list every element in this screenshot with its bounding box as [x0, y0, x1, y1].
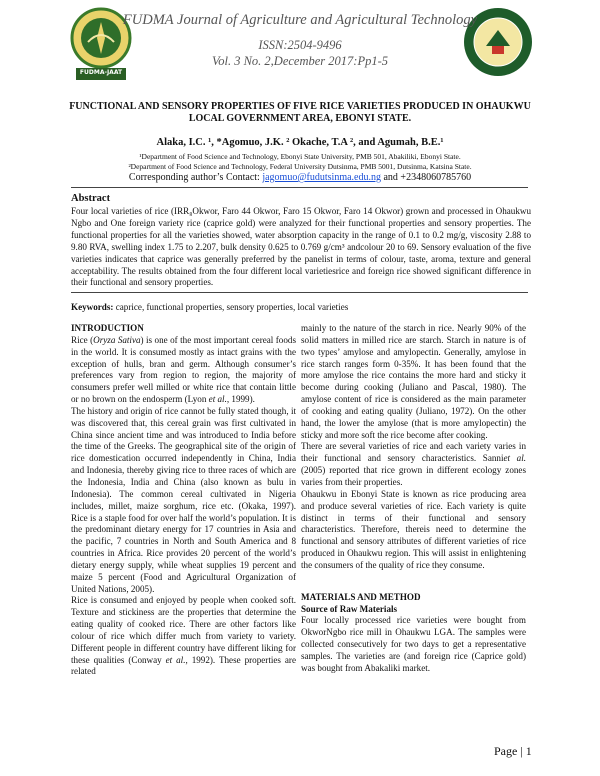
- left-column: [71, 323, 296, 678]
- right-column: [301, 323, 526, 675]
- right-paragraph-2: There are several varieties of rice and each variety varies in their functional and sensory characteristics. Sanniet al. (2005) reported that rice grown in different ecology zones varies from their properties.: [301, 441, 527, 487]
- right-paragraph-3: Ohaukwu in Ebonyi State is known as rice producing area and produce several varieties of rice. Each variety is quite distinct in terms of their functional and sensory characteristics. Therefore, thereis need to determine the functional and sensory attributes of different varieties of rice produced in Ohaukwu region. This will assist in enlightening the consumers of the quality of rice they consume.: [301, 488, 526, 570]
- right-paragraph-1: mainly to the nature of the starch in rice. Nearly 90% of the solid matters in milled rice are starch. Starch in nature is of two types’ amylose and amylopectin. Generally, amylose in rice starch ranges form 0-35%. It has been found that the more amylose the rice contains the more hard and sticky it become during cooking (Juliano and Pascal, 1980). The amylose content of rice is considered as the main parameter of cooking and eating quality (Juliano, 1972). On the other hand, the lower the amylose (that is more amylopectin) the sticky and more soft the rice become after cooking.: [301, 323, 526, 440]
- source-heading: Source of Raw Materials: [301, 603, 398, 614]
- title-line-2: LOCAL GOVERNMENT AREA, EBONYI STATE.: [188, 113, 412, 124]
- corresponding-author: [0, 172, 600, 183]
- abstract-heading: Abstract: [71, 193, 111, 204]
- methods-paragraph-1: Four locally processed rice varieties were bought from OkworNgbo rice mill in Ohaukwu LGA. The samples were collected consecutively for two days to get a representative samples. The varieties are (and foreign rice (Caprice gold) was bought from Abakaliki market.: [301, 615, 526, 673]
- keywords-text: caprice, functional properties, sensory properties, local varieties: [113, 302, 349, 312]
- affiliation-2: ²Department of Food Science and Technology, Federal University Dutsinma, PMB 5001, Dutsinma, Katsina State.: [128, 162, 472, 171]
- introduction-heading: INTRODUCTION: [71, 323, 144, 333]
- issn: ISSN:2504-9496: [258, 38, 342, 52]
- page-number-value: 1: [525, 744, 532, 758]
- authors: Alaka, I.C. ¹, *Agomuo, J.K. ² Okache, T.A ², and Agumah, B.E.¹: [156, 137, 444, 148]
- corr-prefix: Corresponding author’s Contact:: [128, 172, 263, 183]
- corr-email-link[interactable]: jagomuo@fudutsinma.edu.ng: [262, 172, 381, 183]
- page-label: Page: [494, 744, 518, 758]
- corr-suffix: and +2348060785760: [380, 172, 472, 183]
- journal-name: FUDMA Journal of Agriculture and Agricultural Technology: [122, 12, 478, 28]
- keywords: [71, 302, 348, 312]
- article-title: [60, 101, 540, 125]
- abstract-text: Four local varieties of rice (IRR₈Okwor, Faro 44 Okwor, Faro 15 Okwor, Faro 14 Okwor) grown and processed in Ohaukwu Ngbo and One foreign variety rice (caprice gold) were analyzed for their functional properties and sensory properties. The functional properties for all the varieties showed, water absorption capacity in the range of 0.1 to 0.2 mg/g, viscosity 2.88 to 9.80 RVA, swelling index 1.75 to 2.207, bulk density 0.625 to 0.769 g/cm³ andcolour 20 to 69. Sensory evaluation of the five varieties indicates that caprice was generally preferred by the panelist in terms of colour, taste, aroma, texture and general acceptability. The results obtained from the four different local varietiesrice and foreign rice showed significant difference in their functional and sensory properties.: [71, 206, 531, 288]
- abstract-bottom-rule: [71, 292, 528, 293]
- keywords-label: Keywords:: [71, 302, 114, 312]
- intro-paragraph-1: Rice (Oryza Sativa) is one of the most important cereal foods in the world. It is consumed mostly as intact grains with the exception of hulls, bran and germ. Although consumer’s preferences vary from region to region, the majority of consumers prefer well milled or white rice that contain little or no brown on the endosperm (Lyon et al., 1999).: [71, 334, 296, 405]
- volume-info: Vol. 3 No. 2,December 2017:Pp1-5: [211, 54, 388, 68]
- intro-paragraph-3: Rice is consumed and enjoyed by people when cooked soft. Texture and stickiness are the properties that determine the eating quality of cooked rice. There are other factors like colour of rice which differ much from variety to variety. Different people in different country have different liking for these qualities (Conway et al., 1992). These properties are related: [71, 595, 296, 677]
- affiliation-1: ¹Department of Food Science and Technology, Ebonyi State University, PMB 501, Abakiliki, Ebonyi State.: [139, 152, 461, 161]
- logo-caption: FUDMA-JAAT: [79, 69, 123, 76]
- page-number: Page | 1: [494, 744, 532, 758]
- title-line-1: FUNCTIONAL AND SENSORY PROPERTIES OF FIVE RICE VARIETIES PRODUCED IN OHAUKWU: [69, 101, 531, 112]
- abstract-top-rule: [71, 187, 528, 188]
- intro-paragraph-2: The history and origin of rice cannot be fully stated though, it was discovered that, this cereal grain was first cultivated in China since ancient time and was introduced to India before the time of the Greeks. The geographical site of the origin of rice domestication occurred independently in China, India and Indonesia, thereby giving rice to three races of which are the Indonesia, India and China (also known as bulu in Indonesia). The common cereal cultivated in Nigeria includes, millet, maize sorghum, rice etc. (Okaka, 1997). Rice is a staple food for over half the world’s population. It is the predominant dietary energy for 17 countries in Asia and the pacific, 7 countries in North and South America and 8 countries in Africa. Rice provides 20 percent of the world’s dietary energy supply, while wheat supplies 19 percent and maize 5 percent (Food and Agricultural Organization of United Nations, 2005).: [71, 405, 296, 594]
- methods-heading: MATERIALS AND METHOD: [301, 591, 421, 602]
